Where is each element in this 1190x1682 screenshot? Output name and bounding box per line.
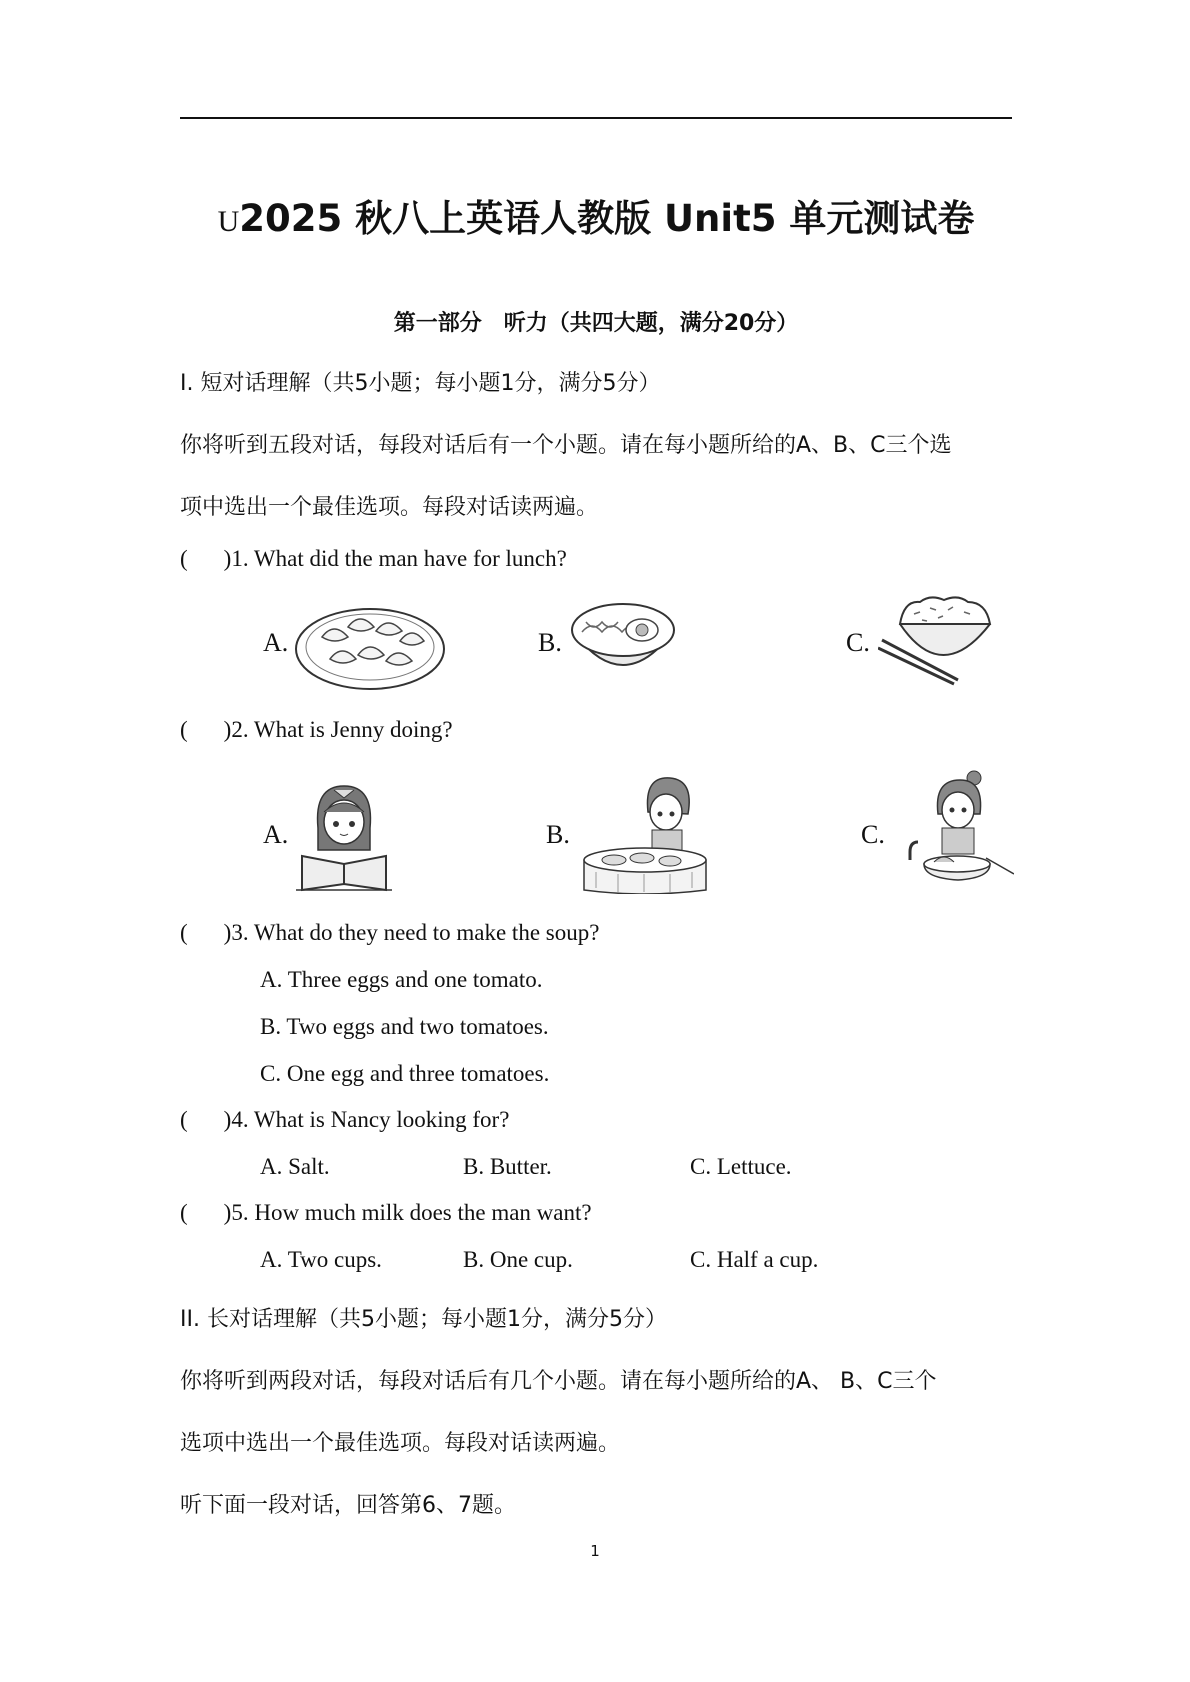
document-title bbox=[180, 188, 1012, 242]
q1-option-a-label[interactable]: A. bbox=[263, 628, 289, 657]
answer-bracket[interactable]: ( bbox=[180, 1107, 188, 1132]
question-text: )2. What is Jenny doing? bbox=[223, 717, 453, 742]
part1-heading: I. 短对话理解（共5小题；每小题1分，满分5分） bbox=[180, 371, 661, 396]
q4-option-c[interactable]: C. Lettuce. bbox=[690, 1154, 792, 1179]
question-text: )4. What is Nancy looking for? bbox=[223, 1107, 510, 1132]
girl-washing-hands-icon[interactable] bbox=[894, 768, 1014, 892]
page-number: 1 bbox=[590, 1542, 600, 1560]
q4-option-b[interactable]: B. Butter. bbox=[463, 1154, 552, 1179]
part1-instruction-line2: 项中选出一个最佳选项。每段对话读两遍。 bbox=[180, 495, 599, 520]
q1-option-c-label[interactable]: C. bbox=[846, 628, 870, 657]
top-rule bbox=[180, 117, 1012, 119]
title-mark: U bbox=[217, 205, 240, 238]
q1-option-b-label[interactable]: B. bbox=[538, 628, 562, 657]
question-1 bbox=[180, 546, 567, 572]
question-4 bbox=[180, 1107, 509, 1133]
rice-bowl-with-chopsticks-icon[interactable] bbox=[878, 596, 996, 686]
answer-bracket[interactable]: ( bbox=[180, 546, 188, 571]
girl-reading-book-icon[interactable] bbox=[296, 780, 392, 892]
listen-note: 听下面一段对话，回答第6、7题。 bbox=[180, 1493, 516, 1518]
question-text: )3. What do they need to make the soup? bbox=[223, 920, 600, 945]
q2-option-b-label[interactable]: B. bbox=[546, 820, 570, 849]
part2-heading: II. 长对话理解（共5小题；每小题1分，满分5分） bbox=[180, 1307, 667, 1332]
question-text: )1. What did the man have for lunch? bbox=[223, 546, 567, 571]
question-text: )5. How much milk does the man want? bbox=[223, 1200, 592, 1225]
section-heading: 第一部分 听力（共四大题，满分20分） bbox=[393, 311, 799, 336]
question-3 bbox=[180, 920, 599, 946]
q3-option-c[interactable]: C. One egg and three tomatoes. bbox=[260, 1061, 550, 1086]
q5-option-a[interactable]: A. Two cups. bbox=[260, 1247, 382, 1272]
q2-option-a-label[interactable]: A. bbox=[263, 820, 289, 849]
q4-option-a[interactable]: A. Salt. bbox=[260, 1154, 330, 1179]
dumplings-plate-icon[interactable] bbox=[292, 597, 448, 693]
title-text: 2025 秋八上英语人教版 Unit5 单元测试卷 bbox=[239, 197, 975, 240]
answer-bracket[interactable]: ( bbox=[180, 1200, 188, 1225]
q5-option-b[interactable]: B. One cup. bbox=[463, 1247, 573, 1272]
girl-eating-at-table-icon[interactable] bbox=[578, 774, 712, 894]
q2-option-c-label[interactable]: C. bbox=[861, 820, 885, 849]
q5-option-c[interactable]: C. Half a cup. bbox=[690, 1247, 819, 1272]
noodle-bowl-with-egg-icon[interactable] bbox=[568, 600, 678, 692]
part2-instruction-line2: 选项中选出一个最佳选项。每段对话读两遍。 bbox=[180, 1431, 621, 1456]
question-2 bbox=[180, 717, 453, 743]
part1-instruction-line1: 你将听到五段对话，每段对话后有一个小题。请在每小题所给的A、B、C三个选 bbox=[180, 433, 952, 458]
question-5 bbox=[180, 1200, 592, 1226]
part2-instruction-line1: 你将听到两段对话，每段对话后有几个小题。请在每小题所给的A、 B、C三个 bbox=[180, 1369, 937, 1394]
answer-bracket[interactable]: ( bbox=[180, 717, 188, 742]
q3-option-a[interactable]: A. Three eggs and one tomato. bbox=[260, 967, 543, 992]
answer-bracket[interactable]: ( bbox=[180, 920, 188, 945]
q3-option-b[interactable]: B. Two eggs and two tomatoes. bbox=[260, 1014, 549, 1039]
